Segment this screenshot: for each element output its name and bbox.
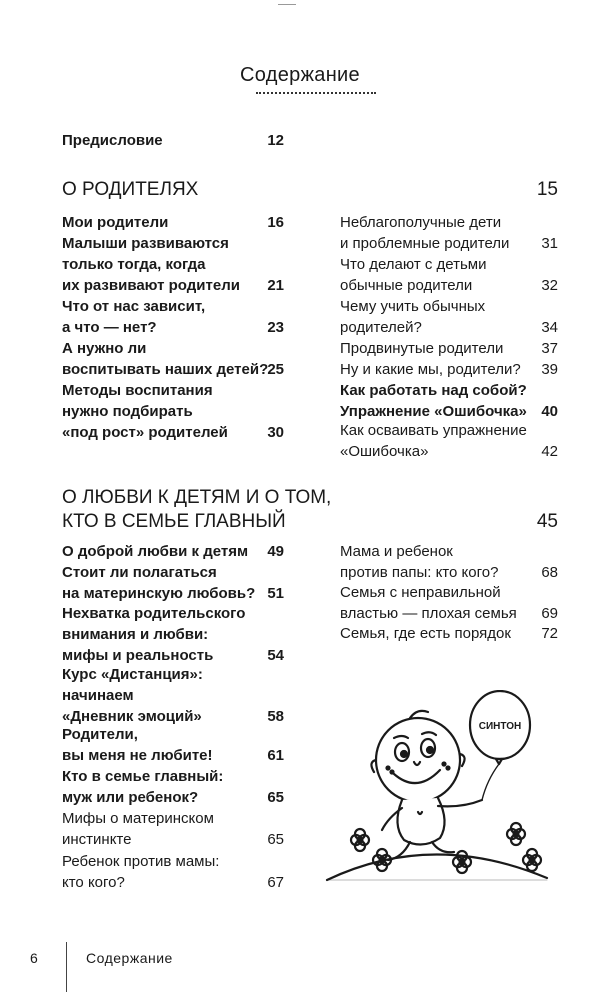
toc-entry[interactable] [62,541,284,562]
section-title-love[interactable] [62,486,392,534]
toc-entry[interactable] [340,380,558,422]
toc-line: Стоит ли полагаться [62,564,217,581]
toc-line: муж или ребенок? [62,789,199,806]
toc-line: Семья, где есть порядок [340,625,511,642]
toc-entry[interactable] [62,233,284,296]
toc-entry-page: 67 [267,874,284,891]
page-number: 6 [30,950,38,966]
section-title-line: КТО В СЕМЬЕ ГЛАВНЫЙ [62,511,286,532]
toc-entry[interactable] [62,808,284,850]
toc-line: а что — нет? [62,319,157,336]
toc-line: Неблагополучные дети [340,214,502,231]
toc-entry[interactable] [340,541,558,583]
toc-line: воспитывать наших детей? [62,361,269,378]
toc-entry-page: 42 [541,443,558,460]
toc-line: внимания и любви: [62,626,209,643]
toc-line: А нужно ли [62,340,147,357]
toc-entry[interactable] [340,420,558,462]
toc-line: их развивают родители [62,277,240,294]
toc-entry-page: 12 [267,132,284,149]
toc-line: Малыши развиваются [62,235,229,252]
toc-line: инстинкте [62,831,132,848]
toc-entry-page: 54 [267,647,284,664]
toc-entry-page: 40 [541,403,558,420]
toc-line: Упражнение «Ошибочка» [340,403,527,420]
syntone-mascot-illustration [322,690,552,890]
toc-entry[interactable] [62,296,284,338]
section-title-parents[interactable]: О РОДИТЕЛЯХ [62,179,199,200]
toc-entry-page: 51 [267,585,284,602]
toc-entry[interactable] [62,724,284,766]
toc-line: Семья с неправильной [340,584,501,601]
toc-line: Как осваивать упражнение [340,422,527,439]
flower-icon [351,829,369,851]
toc-line: только тогда, когда [62,256,206,273]
page-title: Содержание [240,64,360,86]
toc-line: «под рост» родителей [62,424,228,441]
toc-entry-page: 32 [541,277,558,294]
toc-entry-page: 25 [267,361,284,378]
toc-line: властью — плохая семья [340,605,517,622]
toc-entry-page: 39 [541,361,558,378]
toc-entry[interactable] [62,664,284,727]
toc-line: Мифы о материнском [62,810,214,827]
toc-entry[interactable] [340,359,558,380]
toc-entry[interactable] [62,380,284,443]
toc-entry-page: 65 [267,789,284,806]
toc-line: Чему учить обычных [340,298,486,315]
toc-entry-page: 49 [267,543,284,560]
toc-line: Что делают с детьми [340,256,487,273]
toc-entry[interactable] [340,582,558,624]
toc-entry-page: 16 [267,214,284,231]
toc-entry-page: 31 [541,235,558,252]
section-page-love: 45 [536,511,558,532]
toc-line: «Ошибочка» [340,443,429,460]
toc-entry[interactable] [340,296,558,338]
toc-line: Мои родители [62,214,169,231]
toc-line: обычные родители [340,277,473,294]
toc-entry[interactable] [340,623,558,644]
toc-entry-page: 30 [267,424,284,441]
mascot-body [397,798,444,845]
toc-entry-page: 58 [267,708,284,725]
footer-divider [66,942,67,992]
toc-entry-page: 65 [267,831,284,848]
toc-line: Нехватка родительского [62,605,246,622]
toc-line: нужно подбирать [62,403,193,420]
toc-line: родителей? [340,319,422,336]
section-title-line: О ЛЮБВИ К ДЕТЯМ И О ТОМ, [62,487,332,508]
toc-line: Курс «Дистанция»: [62,666,203,683]
toc-entry[interactable] [62,338,284,380]
toc-entry[interactable] [62,851,284,893]
toc-line: Что от нас зависит, [62,298,206,315]
top-edge-mark [278,4,296,5]
balloon-text: СИНТОН [478,721,522,732]
flower-icon [507,823,525,845]
toc-entry-title: Предисловие [62,132,163,149]
toc-line: Как работать над собой? [340,382,527,399]
title-underline [256,92,376,94]
toc-entry[interactable] [340,338,558,359]
toc-line: вы меня не любите! [62,747,213,764]
toc-entry-page: 34 [541,319,558,336]
toc-entry-page: 23 [267,319,284,336]
toc-line: Родители, [62,726,138,743]
flower-icon [523,849,541,871]
toc-line: против папы: кто кого? [340,564,499,581]
toc-line: О доброй любви к детям [62,543,249,560]
toc-entry-page: 21 [267,277,284,294]
toc-entry[interactable] [62,212,284,233]
toc-entry[interactable] [62,562,284,604]
toc-line: и проблемные родители [340,235,510,252]
toc-entry[interactable] [340,212,558,254]
toc-line: кто кого? [62,874,125,891]
toc-line: Ну и какие мы, родители? [340,361,521,378]
toc-line: «Дневник эмоций» [62,708,202,725]
mascot-head [376,718,460,802]
toc-entry[interactable] [62,603,284,666]
toc-entry-page: 37 [541,340,558,357]
toc-line: Методы воспитания [62,382,213,399]
section-page-parents: 15 [536,179,558,200]
toc-entry-preface[interactable] [62,130,284,151]
toc-entry-page: 61 [267,747,284,764]
toc-entry-page: 69 [541,605,558,622]
toc-entry[interactable] [340,254,558,296]
toc-line: Ребенок против мамы: [62,853,220,870]
toc-entry-page: 72 [541,625,558,642]
toc-line: начинаем [62,687,134,704]
ground-line [327,854,547,880]
toc-entry-page: 68 [541,564,558,581]
toc-line: на материнскую любовь? [62,585,256,602]
toc-line: Продвинутые родители [340,340,504,357]
toc-line: Кто в семье главный: [62,768,224,785]
toc-line: мифы и реальность [62,647,214,664]
toc-line: Мама и ребенок [340,543,453,560]
running-footer-label: Содержание [86,950,173,966]
toc-entry[interactable] [62,766,284,808]
